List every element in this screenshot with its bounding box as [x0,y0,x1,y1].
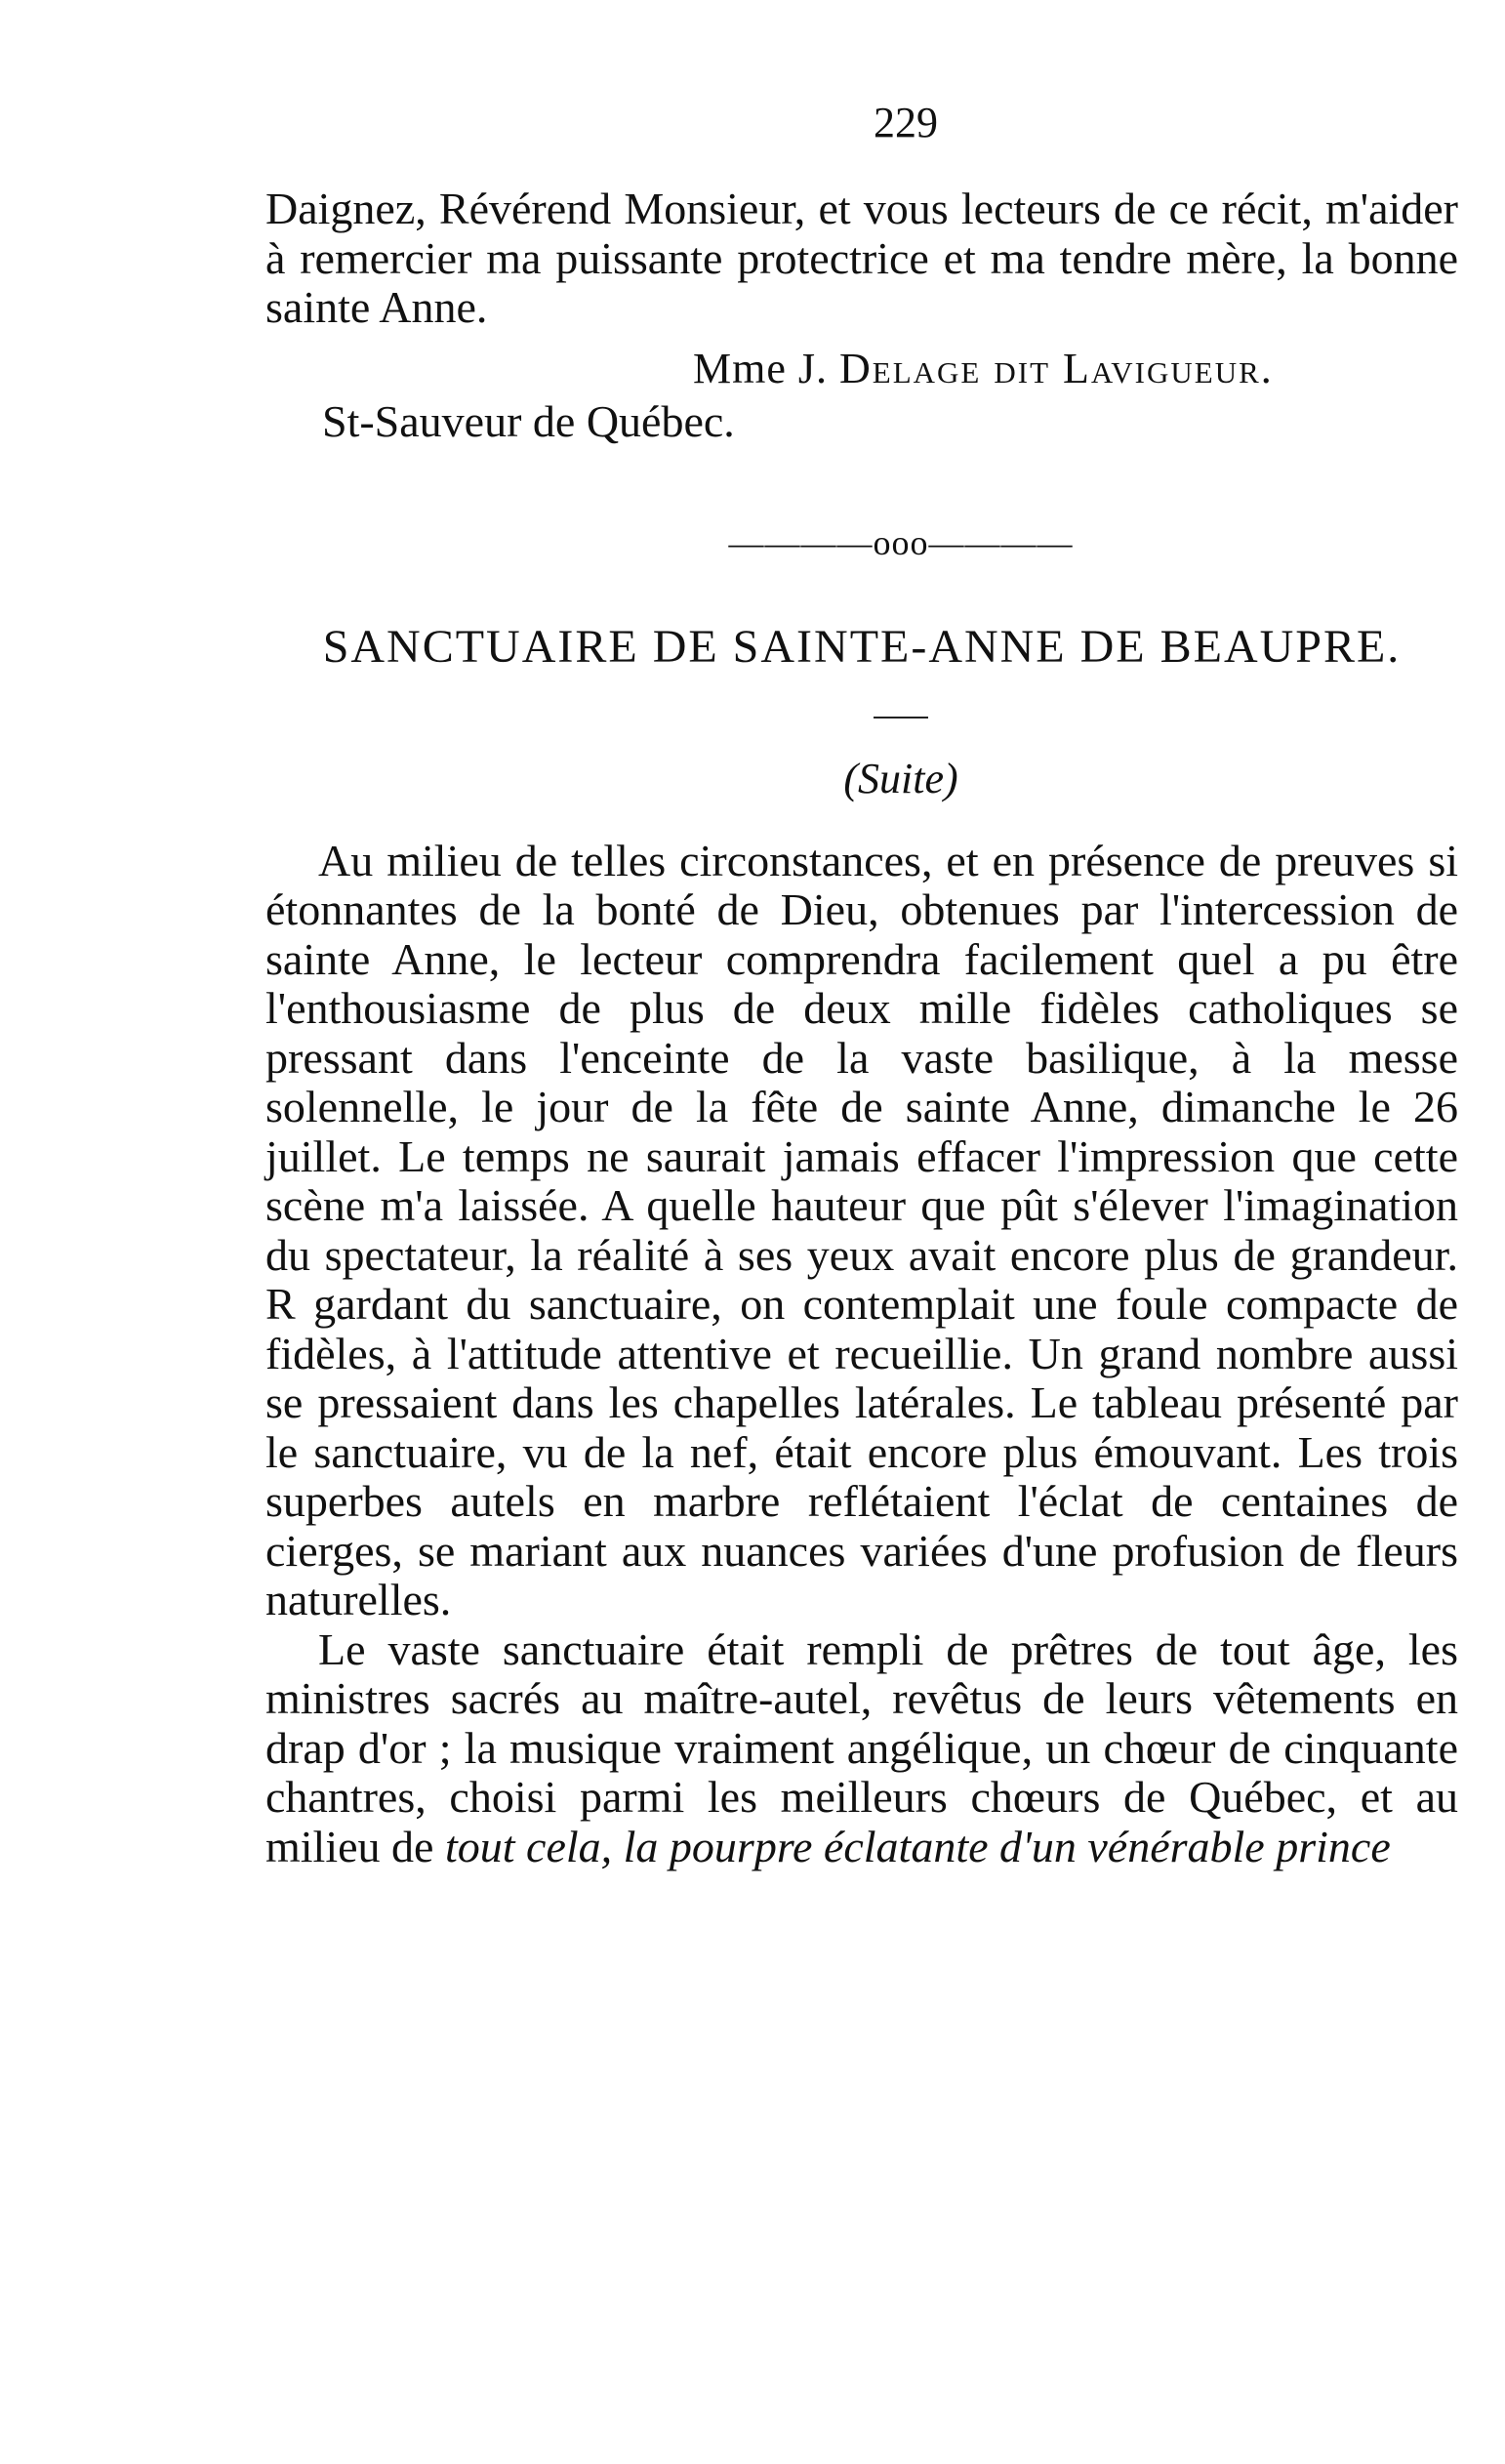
section-subtitle: (Suite) [843,754,958,802]
document-page [265,98,1458,1871]
body-paragraph-2 [265,1625,1458,1872]
title-rule [874,717,928,719]
separator: ————ooo———— [728,522,1074,562]
body-paragraph-1: Au milieu de telles circonstances, et en présence de preuves si étonnantes de la bonté de Dieu, obtenues par l'intercession de sainte Anne, le lecteur comprendra facilement quel a pu être l'enthousiasme de plus de deux mille fidèles catholiques se pressant dans l'enceinte de la vaste basilique, à la messe solennelle, le jour de la fête de sainte Anne, dimanche le 26 juillet. Le temps ne saurait jamais effacer l'impression que cette scène m'a laissée. A quelle hauteur que pût s'élever l'imagination du spectateur, la réalité à ses yeux avait encore plus de grandeur. R gardant du sanctuaire, on contemplait une foule compacte de fidèles, à l'attitude attentive et recueillie. Un grand nombre aussi se pressaient dans les chapelles latérales. Le tableau présenté par le sanctuaire, vu de la nef, était encore plus émouvant. Les trois superbes autels en marbre reflétaient l'éclat de centaines de cierges, se mariant aux nuances variées d'une profusion de fleurs naturelles. [265,835,1458,1624]
body-paragraph-2-tail: tout cela, la pourpre éclatante d'un vénérable prince [444,1821,1391,1871]
place-line: St-Sauveur de Québec. [322,395,735,446]
body-paragraph-2-main: Le vaste sanctuaire était rempli de prêtres de tout âge, les ministres sacrés au maître-autel, revêtus de leurs vêtements en drap d'or ; la musique vraiment angélique, un chœur de cinquante chantres, choisi parmi les meilleurs chœurs de Québec, et au milieu de [265,1623,1458,1871]
intro-paragraph: Daignez, Révérend Monsieur, et vous lecteurs de ce récit, m'aider à remercier ma puissante protectrice et ma tendre mère, la bonne sainte Anne. [265,184,1458,332]
page-number: 229 [874,99,938,146]
signature [265,345,1458,393]
section-title: SANCTUAIRE DE SAINTE-ANNE DE BEAUPRE. [322,620,1402,673]
signature-prefix: Mme J. [693,344,839,392]
signature-name: Delage dit Lavigueur. [839,344,1274,392]
